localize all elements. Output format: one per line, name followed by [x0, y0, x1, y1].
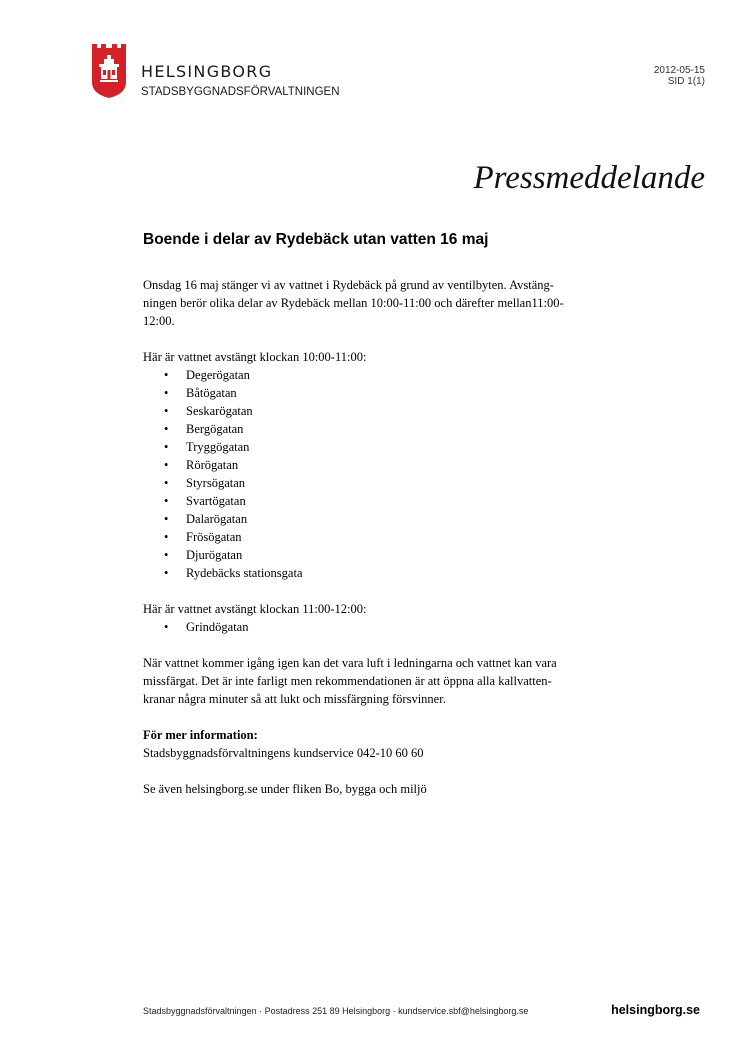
list-item: • Båtögatan: [186, 384, 613, 402]
headline: Boende i delar av Rydebäck utan vatten 16 maj: [143, 231, 489, 248]
list-item: • Seskarögatan: [186, 402, 613, 420]
helsingborg-coat-of-arms-icon: [92, 44, 126, 98]
document-date: 2012-05-15: [653, 65, 705, 76]
group1-street-list: [143, 366, 613, 582]
list-item: • Frösögatan: [186, 528, 613, 546]
see-also-text: Se även helsingborg.se under fliken Bo, bygga och miljö: [143, 782, 427, 796]
list-item: • Svartögatan: [186, 492, 613, 510]
list-item: • Tryggögatan: [186, 438, 613, 456]
contact-label: För mer information:: [143, 728, 258, 742]
press-release-body: [143, 276, 613, 798]
intro-line: Onsdag 16 maj stänger vi av vattnet i Rydebäck på grund av ventilbyten. Avstäng-: [143, 278, 554, 292]
list-item: • Rydebäcks stationsgata: [186, 564, 613, 582]
group2-street-list: [143, 618, 613, 636]
list-item: • Grindögatan: [186, 618, 613, 636]
notice-line: missfärgat. Det är inte farligt men rekommendationen är att öppna alla kallvatten-: [143, 674, 552, 688]
list-item: • Rörögatan: [186, 456, 613, 474]
intro-line: 12:00.: [143, 314, 175, 328]
list-item: • Dalarögatan: [186, 510, 613, 528]
list-item: • Styrsögatan: [186, 474, 613, 492]
contact-info: Stadsbyggnadsförvaltningens kundservice 042-10 60 60: [143, 746, 424, 760]
footer-address: Stadsbyggnadsförvaltningen · Postadress 251 89 Helsingborg · kundservice.sbf@helsingborg.se: [143, 1006, 529, 1016]
list-item: • Djurögatan: [186, 546, 613, 564]
document-type-title: Pressmeddelande: [473, 160, 705, 196]
department-name: STADSBYGGNADSFÖRVALTNINGEN: [141, 86, 340, 98]
list-item: • Bergögatan: [186, 420, 613, 438]
group2-heading: Här är vattnet avstängt klockan 11:00-12:00:: [143, 602, 367, 616]
list-item: • Degerögatan: [186, 366, 613, 384]
brand-name: HELSINGBORG: [141, 62, 273, 81]
group1-heading: Här är vattnet avstängt klockan 10:00-11:00:: [143, 350, 367, 364]
footer-website: helsingborg.se: [611, 1003, 700, 1017]
intro-paragraph: [143, 276, 613, 330]
intro-line: ningen berör olika delar av Rydebäck mellan 10:00-11:00 och därefter mellan11:00-: [143, 296, 564, 310]
page-number: SID 1(1): [667, 76, 705, 87]
notice-paragraph: [143, 654, 613, 708]
notice-line: När vattnet kommer igång igen kan det vara luft i ledningarna och vattnet kan vara: [143, 656, 557, 670]
document-meta: [654, 65, 705, 87]
notice-line: kranar några minuter så att lukt och missfärgning försvinner.: [143, 692, 446, 706]
